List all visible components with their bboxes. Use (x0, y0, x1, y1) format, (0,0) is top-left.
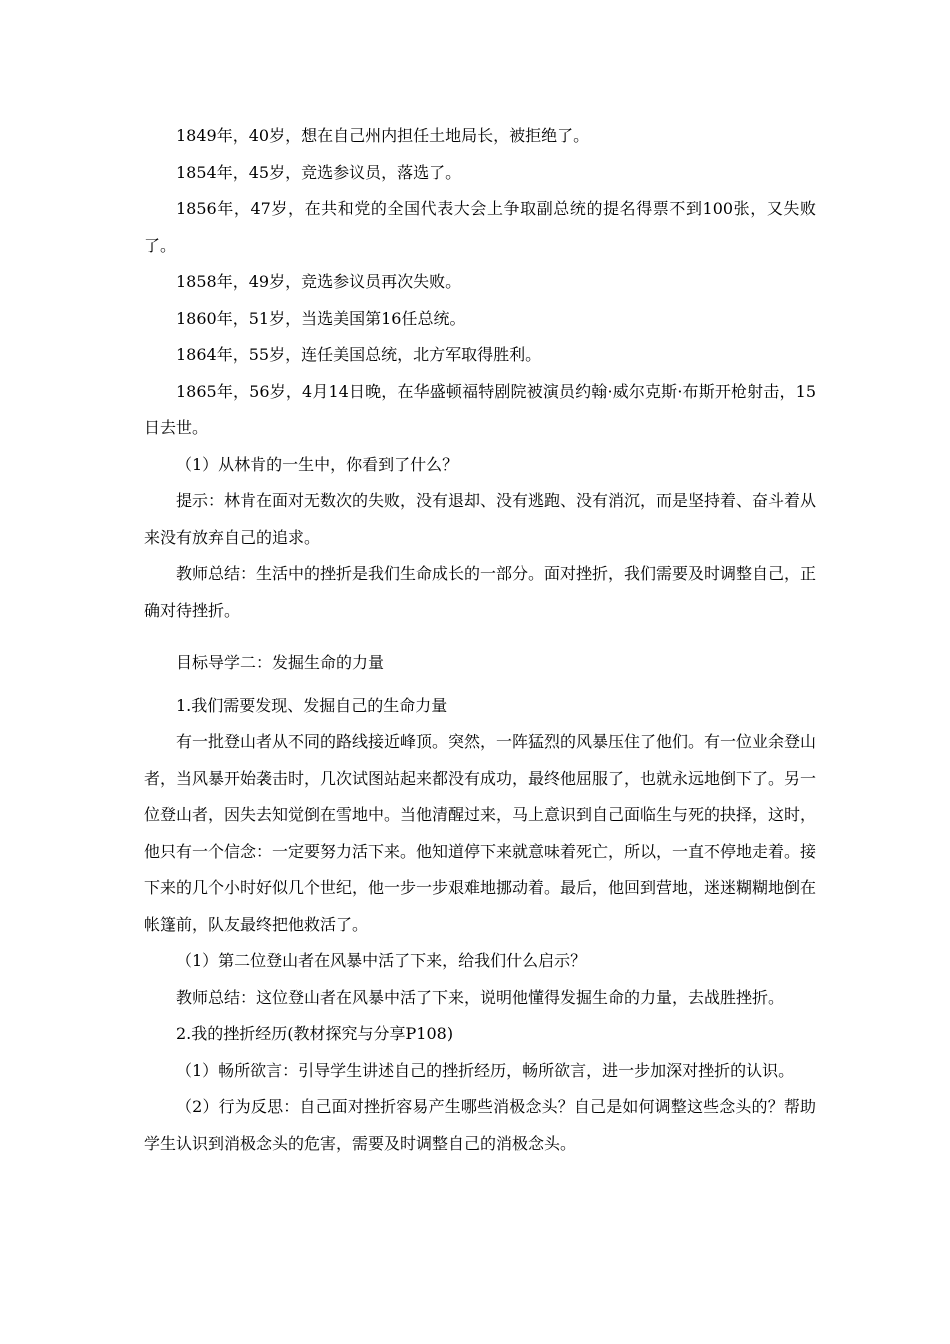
timeline-entry-1854: 1854年，45岁，竞选参议员，落选了。 (176, 162, 462, 182)
activity-reflection: （2）行为反思：自己面对挫折容易产生哪些消极念头？自己是如何调整这些念头的？帮助学生认识到消极念头的危害，需要及时调整自己的消极念头。 (144, 1097, 816, 1153)
timeline-entry-1858: 1858年，49岁，竞选参议员再次失败。 (176, 272, 462, 291)
section-gap (144, 629, 816, 645)
timeline-entry-1849: 1849年，40岁，想在自己州内担任土地局长，被拒绝了。 (176, 126, 590, 145)
lincoln-question: （1）从林肯的一生中，你看到了什么？ (176, 454, 459, 474)
lincoln-hint: 提示：林肯在面对无数次的失败，没有退却、没有逃跑、没有消沉，而是坚持着、奋斗着从来没有放弃自己的追求。 (144, 491, 817, 547)
teacher-summary-1: 教师总结：生活中的挫折是我们生命成长的一部分。面对挫折，我们需要及时调整自己，正确对待挫折。 (144, 564, 817, 620)
timeline-entry-1860: 1860年，51岁，当选美国第16任总统。 (176, 308, 466, 328)
timeline-entry-1856: 1856年，47岁，在共和党的全国代表大会上争取副总统的提名得票不到100张，又失败了。 (144, 199, 816, 255)
activity-speak-freely: （1）畅所欲言：引导学生讲述自己的挫折经历，畅所欲言，进一步加深对挫折的认识。 (176, 1060, 795, 1080)
timeline-entry-1865: 1865年，56岁，4月14日晚，在华盛顿福特剧院被演员约翰·威尔克斯·布斯开枪射击，15日去世。 (144, 381, 816, 437)
subheading-setback-experience: 2.我的挫折经历(教材探究与分享P108) (176, 1024, 454, 1043)
teacher-summary-2: 教师总结：这位登山者在风暴中活了下来，说明他懂得发掘生命的力量，去战胜挫折。 (176, 987, 785, 1007)
climber-story: 有一批登山者从不同的路线接近峰顶。突然，一阵猛烈的风暴压住了他们。有一位业余登山者，当风暴开始袭击时，几次试图站起来都没有成功，最终他屈服了，也就永远地倒下了。另一位登山者，因失去知觉倒在雪地中。当他清醒过来，马上意识到自己面临生与死的抉择，这时，他只有一个信念：一定要努力活下来。他知道停下来就意味着死亡，所以，一直不停地走着。接下来的几个小时好似几个世纪，他一步一步艰难地挪动着。最后，他回到营地，迷迷糊糊地倒在帐篷前，队友最终把他救活了。 (144, 732, 817, 934)
document-body (144, 118, 816, 1162)
subheading-discover-power: 1.我们需要发现、发掘自己的生命力量 (176, 695, 448, 715)
timeline-entry-1864: 1864年，55岁，连任美国总统，北方军取得胜利。 (176, 345, 542, 364)
section-heading-goal-2: 目标导学二：发掘生命的力量 (176, 653, 385, 672)
climber-question: （1）第二位登山者在风暴中活了下来，给我们什么启示？ (176, 951, 587, 970)
